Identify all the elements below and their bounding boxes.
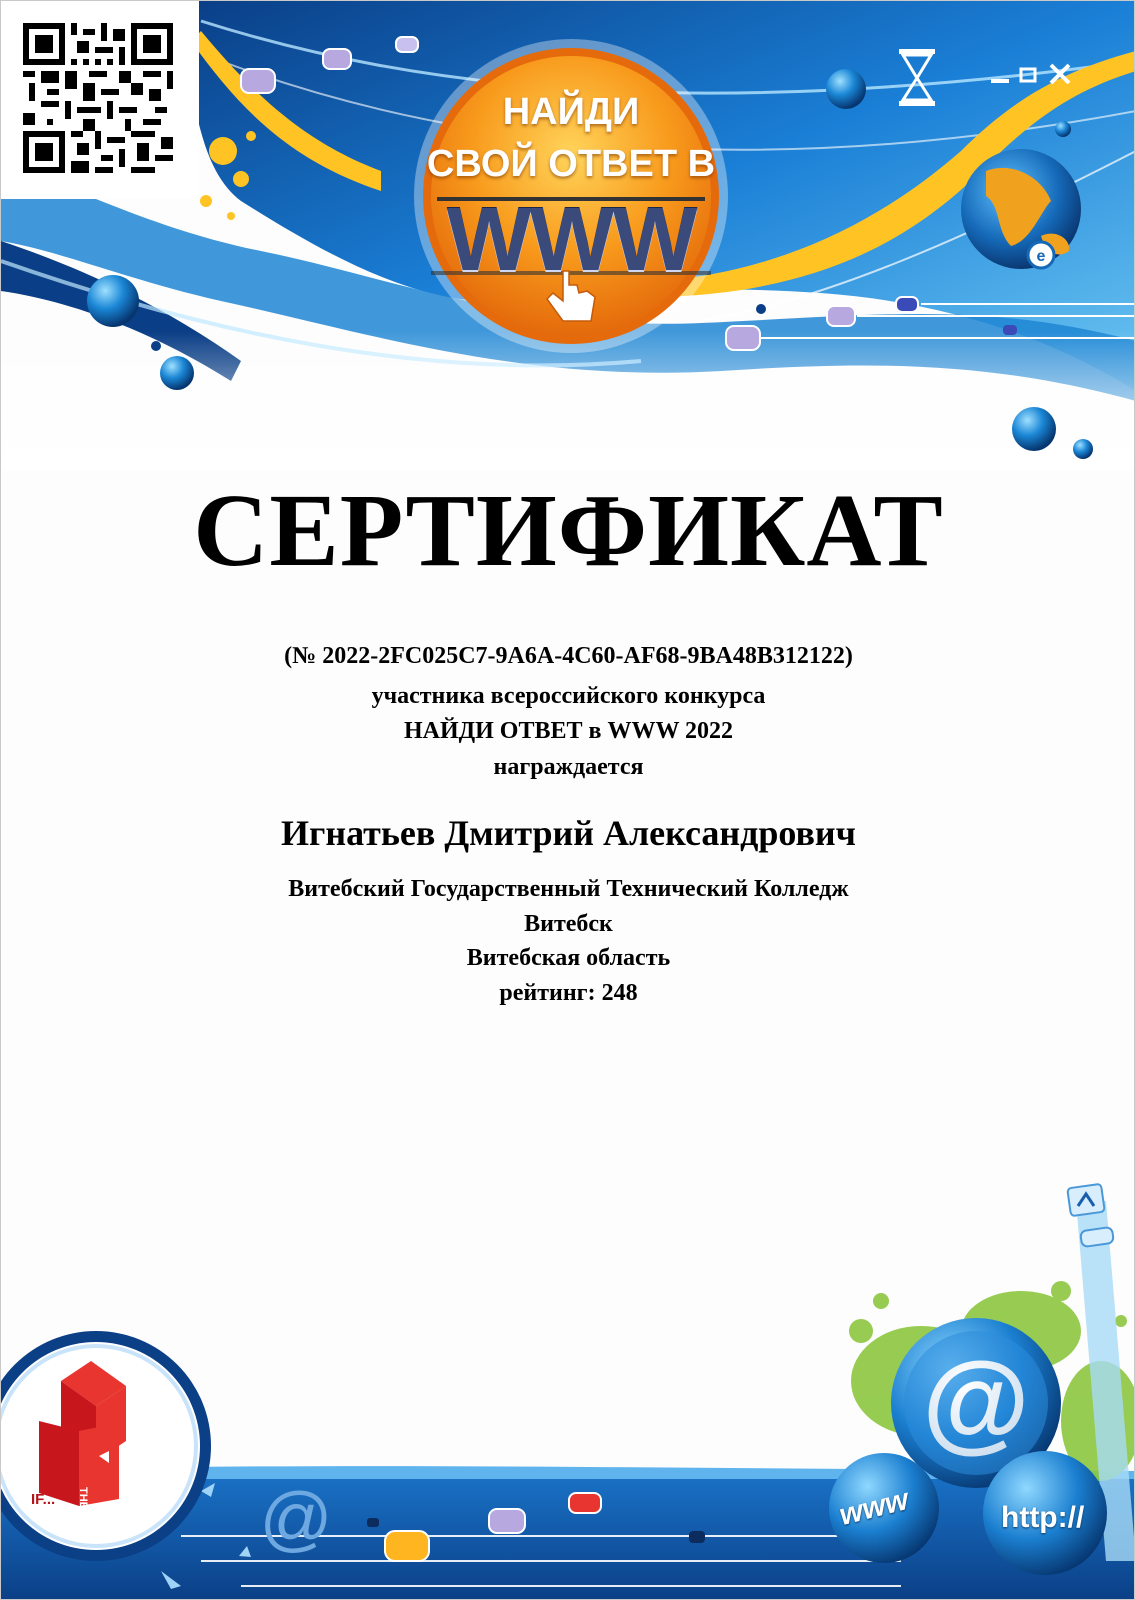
institution: Витебский Государственный Технический Колледж: [288, 876, 849, 902]
rating: рейтинг: 248: [499, 980, 638, 1006]
svg-text:e: e: [1036, 248, 1046, 265]
certificate-number: (№ 2022-2FC025C7-9A6A-4C60-AF68-9BA48B312122): [284, 643, 853, 669]
http-ball-label: http://: [1001, 1501, 1085, 1534]
participant-line: участника всероссийского конкурса: [371, 683, 766, 709]
small-at-icon: @: [259, 1479, 333, 1559]
badge-title-line1: НАЙДИ: [502, 91, 640, 133]
globe-icon: [961, 149, 1081, 269]
recipient-name: Игнатьев Дмитрий Александрович: [281, 813, 856, 853]
badge-title-line2: СВОЙ ОТВЕТ В: [426, 143, 716, 185]
certificate-title: СЕРТИФИКАТ: [193, 473, 944, 588]
awarded-line: награждается: [493, 754, 644, 780]
region: Витебская область: [466, 945, 671, 971]
logo-if-label: IF...: [31, 1491, 56, 1508]
logo-then-label: THEN: [77, 1487, 89, 1517]
city: Витебск: [524, 911, 613, 937]
www-ball-label: www: [835, 1483, 912, 1532]
qr-code: [1, 1, 199, 199]
footer-artwork: [1, 1151, 1135, 1600]
contest-name: НАЙДИ ОТВЕТ в WWW 2022: [403, 718, 734, 744]
badge-www: WWW: [446, 190, 696, 290]
at-sign-icon: @: [922, 1340, 1030, 1463]
